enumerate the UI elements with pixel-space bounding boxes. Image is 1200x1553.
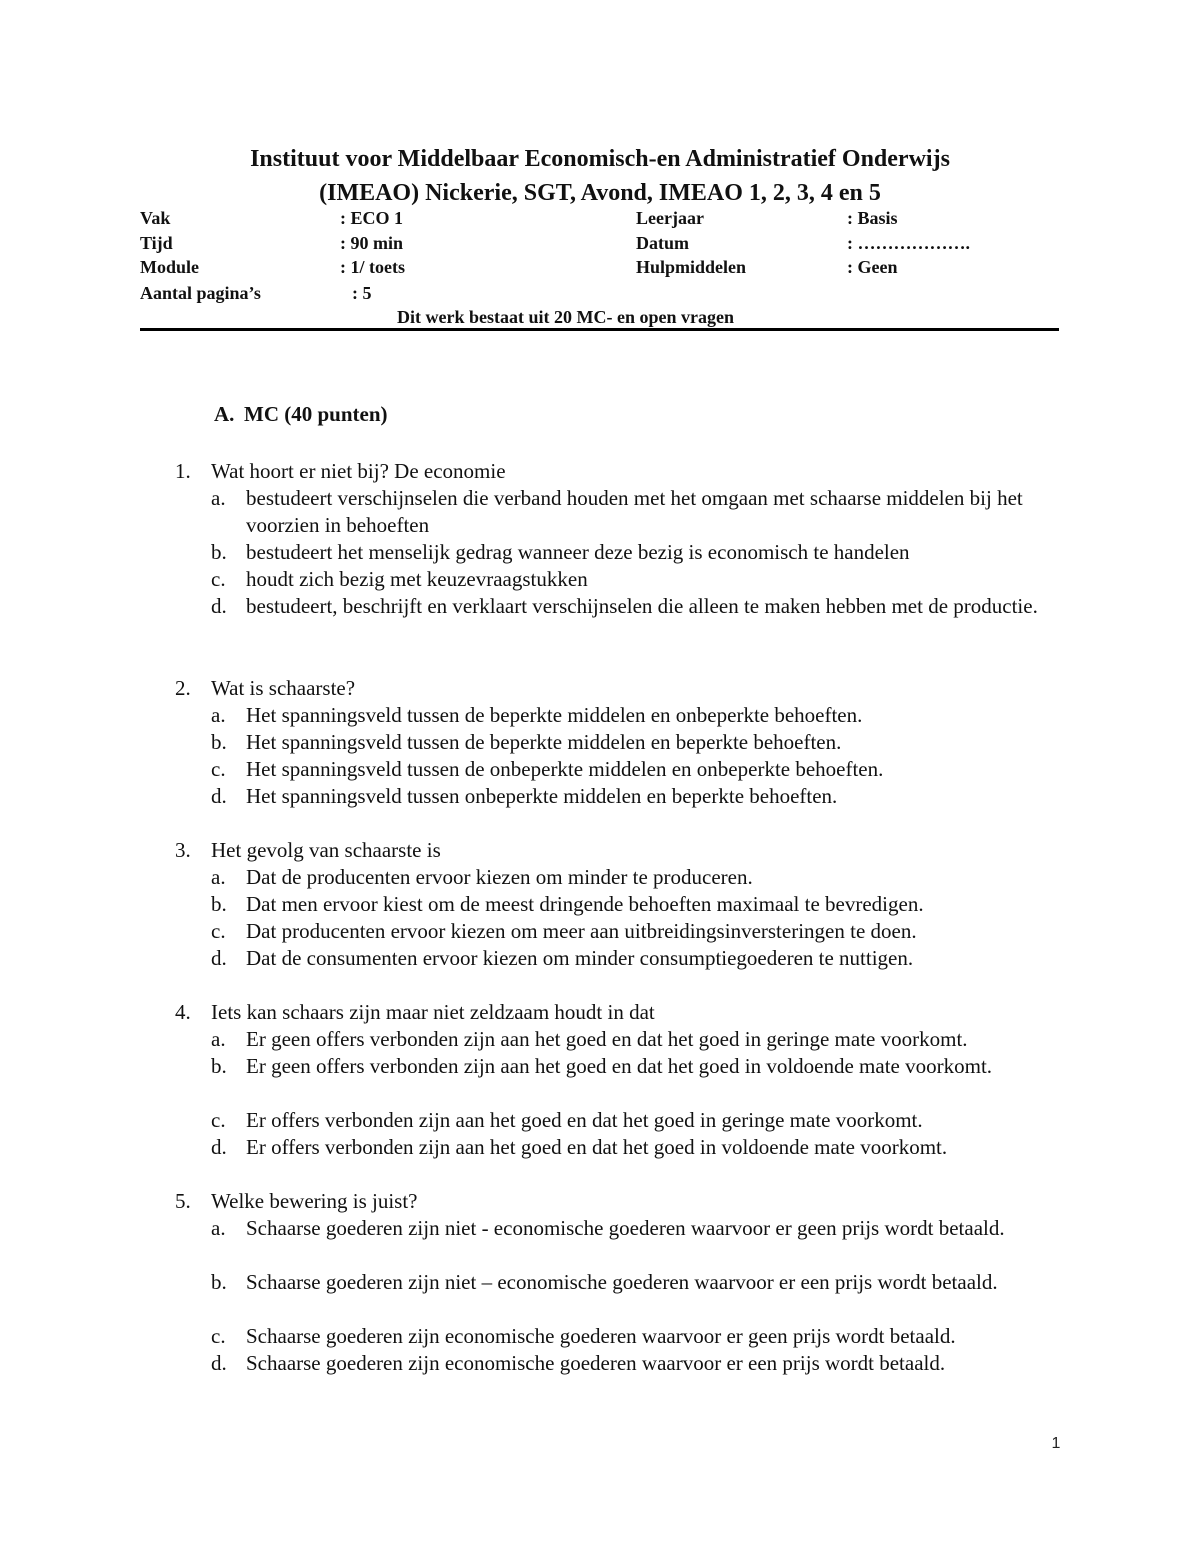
option-letter: a. — [211, 865, 226, 889]
option-letter: b. — [211, 730, 227, 754]
section-heading — [214, 400, 388, 428]
option-letter: c. — [211, 757, 226, 781]
option-c[interactable] — [0, 918, 1200, 945]
aantal-paginas-label: Aantal pagina’s — [140, 283, 261, 303]
option-c[interactable] — [0, 1323, 1200, 1350]
option-letter: a. — [211, 1216, 226, 1240]
option-text: Schaarse goederen zijn economische goederen waarvoor er geen prijs wordt betaald. — [246, 1324, 956, 1348]
module-label: Module — [140, 257, 200, 277]
document-title-line-2: (IMEAO) Nickerie, SGT, Avond, IMEAO 1, 2, 3, 4 en 5 — [319, 180, 881, 206]
module-value: : 1/ toets — [340, 257, 405, 277]
option-letter: d. — [211, 1351, 227, 1375]
section-letter: A. — [214, 402, 235, 426]
question-text: Wat is schaarste? — [211, 676, 356, 700]
question-number: 3. — [175, 838, 191, 862]
document-title-line-1: Instituut voor Middelbaar Economisch-en Administratief Onderwijs — [250, 146, 950, 172]
option-c[interactable] — [0, 756, 1200, 783]
option-list — [0, 485, 1200, 647]
option-text: Er offers verbonden zijn aan het goed en dat het goed in geringe mate voorkomt. — [246, 1108, 923, 1132]
option-letter: b. — [211, 1270, 227, 1294]
option-b[interactable] — [0, 729, 1200, 756]
option-d[interactable] — [0, 945, 1200, 972]
page-number: 1 — [1051, 1435, 1061, 1452]
tijd-label: Tijd — [140, 233, 173, 253]
option-text: Het spanningsveld tussen de onbeperkte middelen en onbeperkte behoeften. — [246, 757, 884, 781]
option-letter: c. — [211, 1324, 226, 1348]
option-b[interactable] — [0, 539, 1200, 566]
option-a[interactable] — [0, 1215, 1200, 1269]
option-b[interactable] — [0, 1053, 1200, 1107]
question-number: 4. — [175, 1000, 191, 1024]
option-letter: d. — [211, 946, 227, 970]
option-text: Dat men ervoor kiest om de meest dringende behoeften maximaal te bevredigen. — [246, 892, 924, 916]
option-text: bestudeert verschijnselen die verband houden met het omgaan met schaarse middelen bij het voorzien in behoeften — [246, 486, 1023, 537]
option-text: Schaarse goederen zijn economische goederen waarvoor er een prijs wordt betaald. — [246, 1351, 946, 1375]
question-text: Iets kan schaars zijn maar niet zeldzaam houdt in dat — [211, 1000, 655, 1024]
option-list — [0, 864, 1200, 972]
option-letter: b. — [211, 892, 227, 916]
option-text: Dat producenten ervoor kiezen om meer aan uitbreidingsinversteringen te doen. — [246, 919, 917, 943]
option-d[interactable] — [0, 783, 1200, 810]
option-text: Dat de consumenten ervoor kiezen om minder consumptiegoederen te nuttigen. — [246, 946, 914, 970]
option-text: houdt zich bezig met keuzevraagstukken — [246, 567, 588, 591]
option-list — [0, 1215, 1200, 1377]
exam-note: Dit werk bestaat uit 20 MC- en open vragen — [397, 307, 734, 327]
option-d[interactable] — [0, 1134, 1200, 1161]
option-text: Het spanningsveld tussen de beperkte middelen en onbeperkte behoeften. — [246, 703, 863, 727]
option-letter: c. — [211, 567, 226, 591]
leerjaar-value: : Basis — [847, 208, 898, 228]
option-c[interactable] — [0, 1107, 1200, 1134]
option-text: Het spanningsveld tussen de beperkte middelen en beperkte behoeften. — [246, 730, 842, 754]
option-list — [0, 1026, 1200, 1161]
question-text: Het gevolg van schaarste is — [211, 838, 441, 862]
option-c[interactable] — [0, 566, 1200, 593]
vak-label: Vak — [140, 208, 171, 228]
datum-label: Datum — [636, 233, 689, 253]
option-text: Schaarse goederen zijn niet - economische goederen waarvoor er geen prijs wordt betaald. — [246, 1216, 1005, 1240]
option-letter: b. — [211, 1054, 227, 1078]
option-a[interactable] — [0, 702, 1200, 729]
option-letter: d. — [211, 1135, 227, 1159]
option-d[interactable] — [0, 593, 1200, 647]
header-divider — [140, 328, 1059, 331]
option-letter: c. — [211, 919, 226, 943]
vak-value: : ECO 1 — [340, 208, 403, 228]
question-text: Welke bewering is juist? — [211, 1189, 418, 1213]
hulpmiddelen-label: Hulpmiddelen — [636, 257, 747, 277]
leerjaar-label: Leerjaar — [636, 208, 704, 228]
option-text: Het spanningsveld tussen onbeperkte middelen en beperkte behoeften. — [246, 784, 838, 808]
option-letter: b. — [211, 540, 227, 564]
aantal-paginas-value: : 5 — [352, 283, 372, 303]
option-letter: a. — [211, 1027, 226, 1051]
question-text: Wat hoort er niet bij? De economie — [211, 459, 506, 483]
option-letter: c. — [211, 1108, 226, 1132]
option-list — [0, 702, 1200, 810]
option-a[interactable] — [0, 864, 1200, 891]
option-text: bestudeert het menselijk gedrag wanneer deze bezig is economisch te handelen — [246, 540, 910, 564]
option-a[interactable] — [0, 485, 1200, 539]
tijd-value: : 90 min — [340, 233, 403, 253]
question-number: 2. — [175, 676, 191, 700]
option-b[interactable] — [0, 1269, 1200, 1323]
option-text: Er offers verbonden zijn aan het goed en dat het goed in voldoende mate voorkomt. — [246, 1135, 948, 1159]
option-text: bestudeert, beschrijft en verklaart verschijnselen die alleen te maken hebben met de productie. — [246, 594, 1038, 618]
option-text: Dat de producenten ervoor kiezen om minder te produceren. — [246, 865, 753, 889]
question-number: 1. — [175, 459, 191, 483]
datum-value: : ………………. — [847, 233, 970, 253]
section-title: MC (40 punten) — [244, 402, 388, 426]
option-text: Er geen offers verbonden zijn aan het goed en dat het goed in geringe mate voorkomt. — [246, 1027, 968, 1051]
option-a[interactable] — [0, 1026, 1200, 1053]
option-letter: d. — [211, 784, 227, 808]
option-text: Er geen offers verbonden zijn aan het goed en dat het goed in voldoende mate voorkomt. — [246, 1054, 993, 1078]
option-letter: a. — [211, 486, 226, 510]
option-b[interactable] — [0, 891, 1200, 918]
option-letter: d. — [211, 594, 227, 618]
option-letter: a. — [211, 703, 226, 727]
hulpmiddelen-value: : Geen — [847, 257, 898, 277]
option-text: Schaarse goederen zijn niet – economische goederen waarvoor er een prijs wordt betaald. — [246, 1270, 998, 1294]
option-d[interactable] — [0, 1350, 1200, 1377]
question-number: 5. — [175, 1189, 191, 1213]
